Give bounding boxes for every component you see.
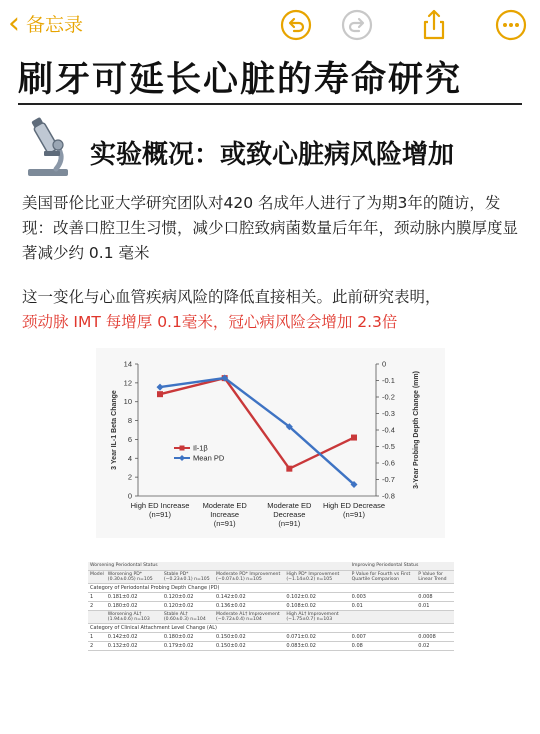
table-cell: 0.0008 bbox=[416, 633, 454, 642]
table-cell: 0.003 bbox=[350, 593, 417, 602]
table-header-cell: Stable PD* (−0.23±0.1) n=105 bbox=[162, 571, 214, 584]
x-tick-label: (n=91) bbox=[343, 510, 365, 519]
table-row bbox=[88, 642, 454, 651]
section-heading: 实验概况：或致心脏病风险增加 bbox=[90, 140, 455, 170]
table-header-cell: High PD* Improvement (−1.14±0.2) n=105 bbox=[284, 571, 349, 584]
y2-tick-label: -0.4 bbox=[382, 425, 395, 435]
table-cell: 0.142±0.02 bbox=[106, 633, 162, 642]
y2-tick-label: 0 bbox=[382, 359, 387, 369]
y-tick-label: 8 bbox=[127, 416, 132, 426]
title-divider bbox=[18, 103, 522, 105]
table-cell: 0.150±0.02 bbox=[214, 633, 284, 642]
table-category-2: Category of Clinical Attachment Level Change (AL) bbox=[88, 624, 454, 633]
table-cell: 0.02 bbox=[416, 642, 454, 651]
y-tick-label: 10 bbox=[123, 397, 132, 407]
line-chart bbox=[96, 348, 445, 538]
y2-axis-title: 3-Year Probing Depth Change (mm) bbox=[413, 371, 420, 489]
table-header-cell: High AL† Improvement (−1.75±0.7) n=103 bbox=[284, 611, 349, 624]
legend-marker bbox=[180, 446, 185, 451]
table-header-cell bbox=[350, 611, 417, 624]
table-cell: 0.136±0.02 bbox=[214, 602, 284, 611]
table-cell: 0.132±0.02 bbox=[106, 642, 162, 651]
table-top-header bbox=[88, 562, 454, 571]
legend-label: Mean PD bbox=[193, 453, 225, 463]
legend-label: Il-1β bbox=[193, 443, 208, 453]
table-header-cell bbox=[88, 611, 106, 624]
x-tick-label: High ED Increase bbox=[130, 501, 190, 510]
x-tick-label: (n=91) bbox=[278, 519, 301, 528]
table-header-cell: P Value for Linear Trend bbox=[416, 571, 454, 584]
data-point bbox=[286, 466, 292, 472]
series-line-mean-pd bbox=[160, 378, 354, 484]
y2-tick-label: -0.3 bbox=[382, 409, 395, 418]
paragraph-1: 美国哥伦比亚大学研究团队对420 名成年人进行了为期3年的随访，发现：改善口腔卫生习惯，减少口腔致病菌数量后年年，颈动脉内膜厚度显著减少约 0.1 毫米 bbox=[22, 194, 519, 262]
table-header-cell: Worsening PD* (0.30±0.05) n=105 bbox=[106, 571, 162, 584]
table-cell: 0.008 bbox=[416, 593, 454, 602]
table-cell: 0.180±0.02 bbox=[106, 602, 162, 611]
y-tick-label: 14 bbox=[123, 359, 132, 369]
y2-tick-label: -0.8 bbox=[382, 491, 395, 501]
microscope-icon bbox=[22, 117, 78, 179]
table-cell: 2 bbox=[88, 602, 106, 611]
table-cell: 0.120±0.02 bbox=[162, 593, 214, 602]
table-category-row bbox=[88, 584, 454, 593]
y-axis-title: 3 Year IL-1 Beta Change bbox=[111, 390, 118, 470]
table-header-cell: P Value for Fourth vs First Quartile Comparison bbox=[350, 571, 417, 584]
x-tick-label: Moderate ED bbox=[202, 501, 247, 510]
data-point bbox=[157, 384, 164, 391]
table-row bbox=[88, 633, 454, 642]
more-icon[interactable] bbox=[494, 8, 528, 42]
table-cell: 2 bbox=[88, 642, 106, 651]
table-top-left: Worsening Periodontal Status bbox=[88, 562, 350, 571]
table-cell: 0.083±0.02 bbox=[284, 642, 349, 651]
undo-icon[interactable] bbox=[279, 8, 313, 42]
table-header-2 bbox=[88, 611, 454, 624]
back-button[interactable] bbox=[8, 5, 84, 41]
paragraph-2-text: 这一变化与心血管疾病风险的降低直接相关。此前研究表明， bbox=[22, 288, 441, 306]
table-cell: 0.150±0.02 bbox=[214, 642, 284, 651]
table-cell: 0.181±0.02 bbox=[106, 593, 162, 602]
y2-tick-label: -0.5 bbox=[382, 442, 395, 451]
table-header-cell: Moderate AL† Improvement (−0.72±0.4) n=104 bbox=[214, 611, 284, 624]
table-header-cell bbox=[416, 611, 454, 624]
table-cell: 0.071±0.02 bbox=[284, 633, 349, 642]
paragraph-2 bbox=[22, 285, 522, 335]
legend-marker bbox=[179, 455, 185, 461]
table-cell: 1 bbox=[88, 633, 106, 642]
table-header-1 bbox=[88, 571, 454, 584]
redo-icon[interactable] bbox=[340, 8, 374, 42]
x-tick-label: Moderate ED bbox=[267, 501, 312, 510]
table-cell: 0.108±0.02 bbox=[284, 602, 349, 611]
data-point bbox=[157, 391, 163, 397]
x-tick-label: (n=91) bbox=[213, 519, 236, 528]
table-header-cell: Model bbox=[88, 571, 106, 584]
data-point bbox=[351, 435, 357, 441]
y2-tick-label: -0.2 bbox=[382, 392, 395, 402]
x-tick-label: Decrease bbox=[273, 510, 306, 519]
y-tick-label: 6 bbox=[127, 434, 132, 444]
table-cell: 0.142±0.02 bbox=[214, 593, 284, 602]
share-icon[interactable] bbox=[417, 8, 451, 42]
table-cell: 0.102±0.02 bbox=[284, 593, 349, 602]
table-cell: 0.180±0.02 bbox=[162, 633, 214, 642]
table-header-cell: Worsening AL† (1.94±0.6) n=103 bbox=[106, 611, 162, 624]
table-row bbox=[88, 602, 454, 611]
table-cell: 1 bbox=[88, 593, 106, 602]
table-row bbox=[88, 593, 454, 602]
y-tick-label: 4 bbox=[127, 453, 132, 463]
paragraph-2-highlight: 颈动脉 IMT 每增厚 0.1毫米，冠心病风险会增加 2.3倍 bbox=[22, 313, 398, 331]
chart-image bbox=[96, 348, 445, 538]
table-cell: 0.08 bbox=[350, 642, 417, 651]
y-tick-label: 12 bbox=[123, 378, 132, 388]
table-cell: 0.179±0.02 bbox=[162, 642, 214, 651]
y2-tick-label: -0.1 bbox=[382, 376, 395, 385]
results-table bbox=[88, 562, 454, 651]
table-cell: 0.007 bbox=[350, 633, 417, 642]
table-category-1: Category of Periodontal Probing Depth Change (PD) bbox=[88, 584, 454, 593]
x-tick-label: High ED Decrease bbox=[322, 501, 386, 510]
table-cell: 0.120±0.02 bbox=[162, 602, 214, 611]
table-header-cell: Stable AL† (0.60±0.3) n=104 bbox=[162, 611, 214, 624]
y2-tick-label: -0.7 bbox=[382, 475, 395, 484]
table-header-cell: Moderate PD* Improvement (−0.07±0.1) n=105 bbox=[214, 571, 284, 584]
x-tick-label: (n=91) bbox=[149, 510, 171, 519]
table-image bbox=[86, 562, 456, 706]
table-cell: 0.01 bbox=[350, 602, 417, 611]
top-bar bbox=[0, 0, 540, 50]
table-top-right: Improving Periodontal Status bbox=[350, 562, 454, 571]
chevron-left-icon: ‹ bbox=[8, 5, 20, 41]
series-line-il1 bbox=[160, 378, 354, 469]
y2-tick-label: -0.6 bbox=[382, 458, 395, 468]
y-tick-label: 0 bbox=[127, 491, 132, 501]
y-tick-label: 2 bbox=[127, 472, 132, 482]
table-category-row bbox=[88, 624, 454, 633]
note-title: 刷牙可延长心脏的寿命研究 bbox=[18, 60, 463, 100]
table-cell: 0.01 bbox=[416, 602, 454, 611]
back-label: 备忘录 bbox=[26, 14, 84, 36]
x-tick-label: Increase bbox=[210, 510, 240, 519]
